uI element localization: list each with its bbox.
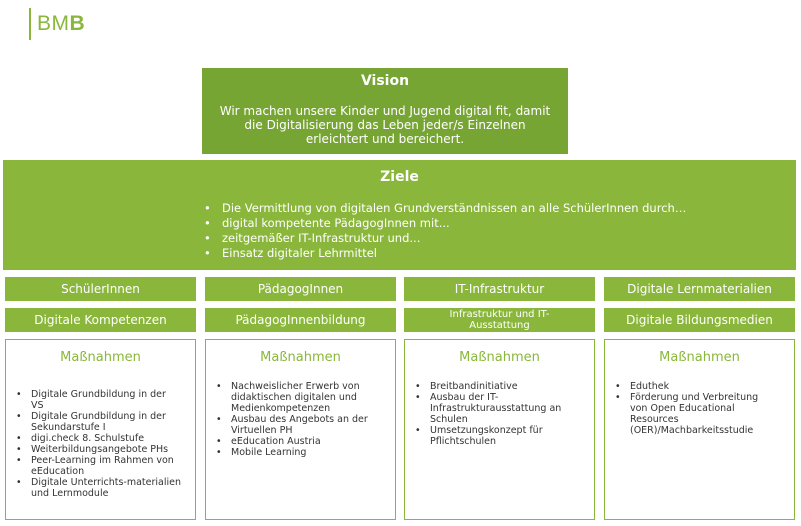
massnahmen-item: • Eduthek [630, 381, 788, 392]
focus-bar-bildungsmedien: Digitale Bildungsmedien [604, 308, 795, 332]
massnahmen-item: • Ausbau des Angebots an der Virtuellen PH [231, 414, 389, 436]
massnahmen-item: • Weiterbildungsangebote PHs [31, 444, 189, 455]
focus-bar-ausstattung: Infrastruktur und IT-Ausstattung [404, 308, 595, 332]
massnahmen-column-schuelerinnen [5, 339, 196, 520]
ziele-list [3, 201, 796, 261]
massnahmen-item: • Nachweislicher Erwerb von didaktischen digitalen und Medienkompetenzen [231, 381, 389, 414]
vision-box [202, 68, 568, 154]
area-bar-lernmaterialien: Digitale Lernmaterialien [604, 277, 795, 301]
massnahmen-title: Maßnahmen [260, 350, 341, 365]
area-bar-it-infrastruktur: IT-Infrastruktur [404, 277, 595, 301]
massnahmen-item: • Ausbau der IT-Infrastrukturausstattung an Schulen [430, 392, 588, 425]
massnahmen-title: Maßnahmen [659, 350, 740, 365]
massnahmen-item: • Förderung und Verbreitung von Open Educational Resources (OER)/Machbarkeitsstudie [630, 392, 788, 436]
logo-text [37, 12, 85, 36]
logo-bar [29, 8, 31, 40]
vision-title: Vision [360, 73, 410, 89]
logo-text-light: BM [37, 12, 70, 35]
massnahmen-item: • Digitale Grundbildung in der VS [31, 389, 189, 411]
ziele-item: • Einsatz digitaler Lehrmittel [222, 246, 796, 261]
ziele-item: • digital kompetente PädagogInnen mit... [222, 216, 796, 231]
vision-text: Wir machen unsere Kinder und Jugend digital fit, damit die Digitalisierung das Leben jeder/s Einzelnen erleichtert und bereichert. [219, 104, 551, 146]
area-bar-paedagoginnen: PädagogInnen [205, 277, 396, 301]
logo-text-bold: B [69, 12, 86, 35]
focus-bar-paedagoginnenbildung: PädagogInnenbildung [205, 308, 396, 332]
area-bar-schuelerinnen: SchülerInnen [5, 277, 196, 301]
logo [29, 8, 85, 40]
massnahmen-list [6, 389, 195, 499]
massnahmen-title: Maßnahmen [459, 350, 540, 365]
massnahmen-column-it-infrastruktur [404, 339, 595, 520]
focus-bar-kompetenzen: Digitale Kompetenzen [5, 308, 196, 332]
ziele-item: • zeitgemäßer IT-Infrastruktur und... [222, 231, 796, 246]
massnahmen-column-paedagoginnen [205, 339, 396, 520]
massnahmen-item: • eEducation Austria [231, 436, 389, 447]
massnahmen-title: Maßnahmen [60, 350, 141, 365]
massnahmen-item: • Mobile Learning [231, 447, 389, 458]
massnahmen-item: • Umsetzungskonzept für Pflichtschulen [430, 425, 588, 447]
massnahmen-item: • Digitale Grundbildung in der Sekundarstufe I [31, 411, 189, 433]
massnahmen-item: • Peer-Learning im Rahmen von eEducation [31, 455, 189, 477]
massnahmen-list [206, 381, 395, 458]
massnahmen-list [605, 381, 794, 436]
massnahmen-list [405, 381, 594, 447]
massnahmen-item: • digi.check 8. Schulstufe [31, 433, 189, 444]
ziele-item: • Die Vermittlung von digitalen Grundverständnissen an alle SchülerInnen durch… [222, 201, 796, 216]
ziele-title: Ziele [380, 169, 419, 185]
massnahmen-column-lernmaterialien [604, 339, 795, 520]
massnahmen-item: • Breitbandinitiative [430, 381, 588, 392]
massnahmen-item: • Digitale Unterrichts-materialien und Lernmodule [31, 477, 189, 499]
ziele-box [3, 160, 796, 270]
